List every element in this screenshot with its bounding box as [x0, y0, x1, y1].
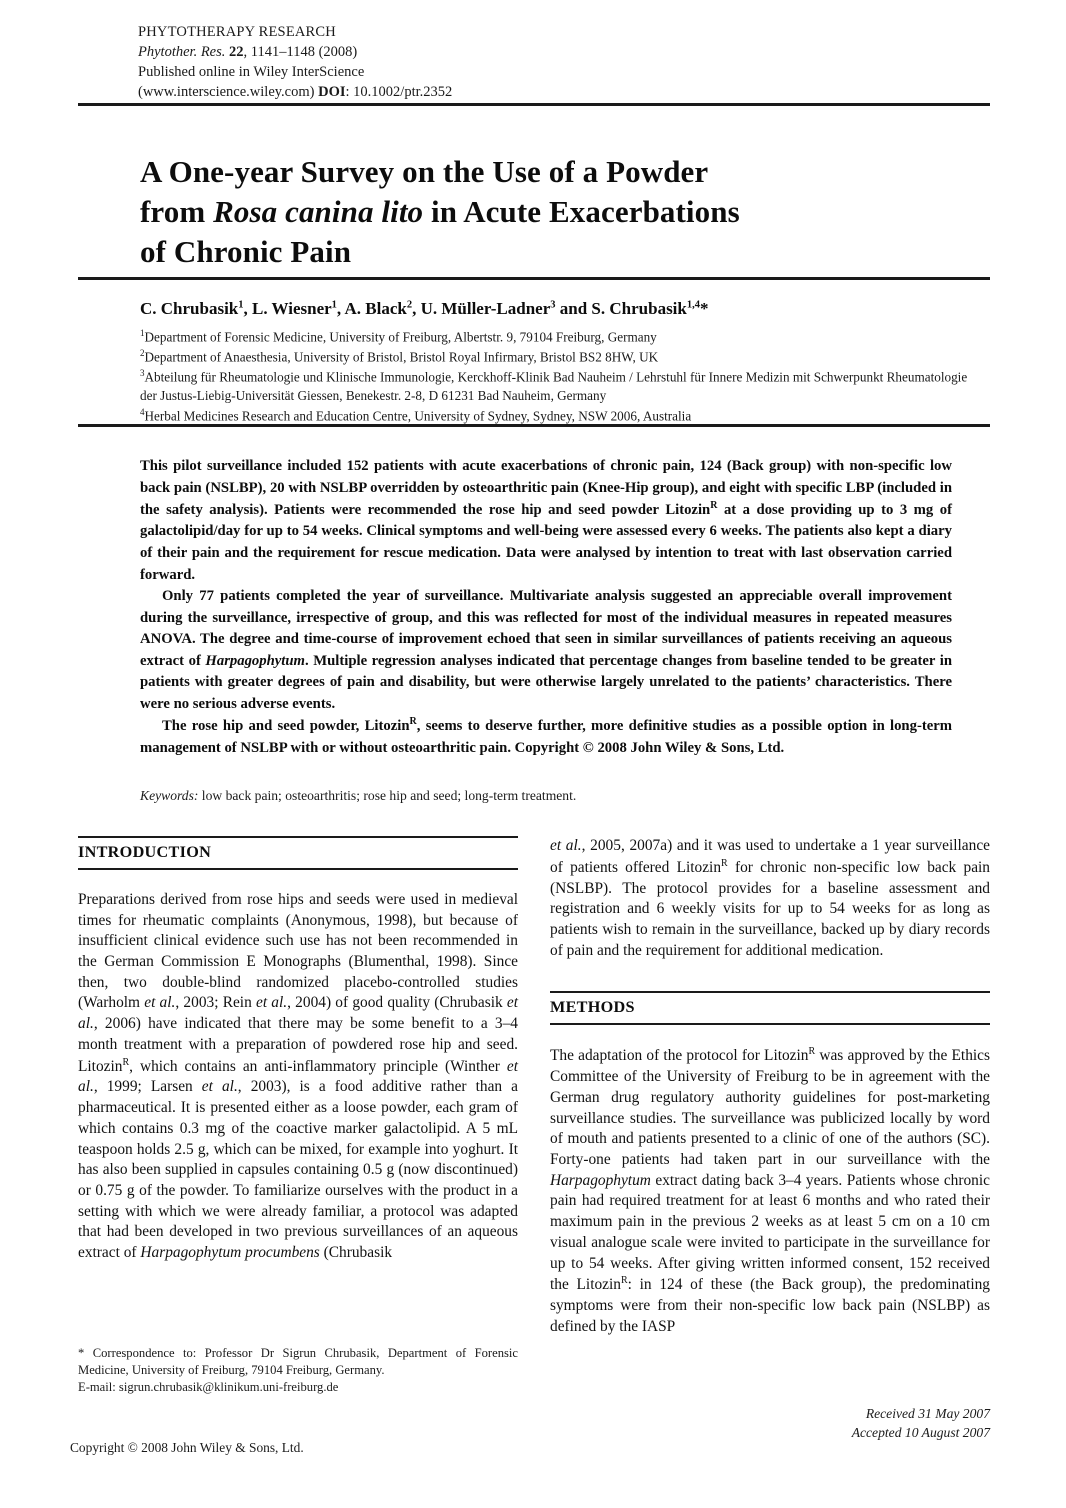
journal-name: PHYTOTHERAPY RESEARCH	[138, 24, 336, 40]
column-left	[78, 836, 518, 1264]
journal-volume: 22	[229, 44, 244, 60]
keywords-label: Keywords:	[140, 788, 199, 803]
doi-value: : 10.1002/ptr.2352	[345, 84, 453, 100]
affiliation-rule	[78, 424, 990, 427]
abstract-paragraph-1: This pilot surveillance included 152 patients with acute exacerbations of chronic pain, 124 (Back group) with non-specific low back pain (NSLBP), 20 with NSLBP overridden by osteoarthritic pain (Knee-Hip group), and eight with specific LBP (included in the safety analysis). Patients were recommended the rose hip and seed powder Litozin$^R$ at a dose providing up to 3 mg of galactolipid/day for up to 54 weeks. Clinical symptoms and well-being were assessed every 6 weeks. The patients also kept a diary of their pain and the requirement for rescue medication. Data were analysed by intention to treat with last observation carried forward.	[140, 458, 952, 583]
genus-name: Harpagophytum	[205, 652, 305, 669]
title-species: Rosa canina lito	[213, 194, 424, 230]
affiliation-marker: 4	[140, 406, 145, 417]
keywords	[140, 786, 952, 805]
received-date: Received 31 May 2007	[865, 1406, 990, 1421]
abstract	[140, 456, 952, 759]
et-al: et al.	[78, 1057, 518, 1096]
affiliation-marker: 3	[140, 368, 145, 378]
affiliation-list	[140, 327, 980, 426]
registered-mark: R	[620, 1275, 628, 1287]
affiliation-2: $^2$Department of Anaesthesia, University of Bristol, Bristol Royal Infirmary, Bristol BS2 8HW, UK	[140, 348, 659, 365]
et-al: et al.	[201, 1078, 238, 1096]
published-online: Published online in Wiley InterScience	[138, 64, 365, 80]
et-al: et al.	[550, 837, 582, 854]
affiliation-1: $^1$Department of Forensic Medicine, University of Freiburg, Albertstr. 9, 79104 Freiburg, Germany	[140, 328, 657, 345]
footer-copyright: Copyright © 2008 John Wiley & Sons, Ltd.	[70, 1440, 304, 1455]
title-line-1: A One-year Survey on the Use of a Powder	[140, 153, 709, 189]
author-affil-marker: 1	[238, 299, 244, 311]
submission-dates	[590, 1404, 990, 1443]
affiliation-3: $^3$Abteilung für Rheumatologie und Klinische Immunologie, Kerckhoff-Klinik Bad Nauheim / Lehrstuhl für Innere Medizin mit Schwerpunkt Rheumatologie der Justus-Liebig-Universität Giessen, Benekestr. 2-8, D 61231 Bad Nauheim, Germany	[140, 368, 968, 403]
title-rule	[78, 277, 990, 280]
affiliation-marker: 1	[140, 328, 145, 338]
abstract-paragraph-2: Only 77 patients completed the year of surveillance. Multivariate analysis suggested an appreciable overall improvement during the surveillance, irrespective of group, and this was reflected for most of the individual measures in repeated measures ANOVA. The degree and time-course of improvement echoed that seen in similar surveillances of patients receiving an aqueous extract of Harpagophytum. Multiple regression analyses indicated that percentage changes from baseline tended to be greater in patients with greater degrees of pain and disability, but were otherwise largely unrelated to the patients’ characteristics. There were no serious adverse events.	[140, 588, 952, 712]
section-heading-introduction: INTRODUCTION	[78, 836, 518, 870]
doi-line	[138, 82, 738, 102]
author-affil-marker: 1,4	[686, 299, 700, 311]
section-heading-methods: METHODS	[550, 991, 990, 1025]
registered-mark: R	[808, 1046, 816, 1058]
author-affil-marker: 2	[406, 299, 413, 311]
et-al: et al.	[255, 994, 288, 1012]
journal-header	[138, 22, 738, 102]
methods-body: The adaptation of the protocol for Litozin$^R$ was approved by the Ethics Committee of the University of Freiburg to be in agreement with the German drug regulatory authority guidelines for post-marketing surveillance studies. The surveillance was publicized locally by word of mouth and patients presented to a clinic of one of the authors (SC). Forty-one patients had taken part in our surveillance with the Harpagophytum extract dating back 3–4 years. Patients whose chronic pain had required treatment for at least 6 months and who rated their maximum pain in the previous 2 weeks as at least 5 cm on a 10 cm visual analogue scale were invited to participate in the surveillance for up to 54 weeks. After giving written informed consent, 152 received the Litozin$^R$: in 124 of these (the Back group), the predominating symptoms were from their non-specific low back pain (NSLBP) as defined by the IASP	[550, 1046, 990, 1335]
affiliation-4: $^4$Herbal Medicines Research and Education Centre, University of Sydney, Sydney, NSW 2006, Australia	[140, 406, 692, 423]
correspondence-address: * Correspondence to: Professor Dr Sigrun Chrubasik, Department of Forensic Medicine, University of Freiburg, 79104 Freiburg, Germany.	[78, 1346, 518, 1377]
registered-mark: R	[409, 716, 417, 728]
et-al: et al.	[144, 994, 176, 1012]
doi-label: DOI	[318, 84, 346, 100]
species-name: Harpagophytum procumbens	[140, 1244, 320, 1262]
column-right	[550, 836, 990, 1338]
title-line-3: of Chronic Pain	[140, 234, 352, 270]
keywords-text: low back pain; osteoarthritis; rose hip and seed; long-term treatment.	[198, 788, 577, 803]
author-affil-marker: 1	[331, 299, 337, 311]
et-al: et al.	[78, 994, 518, 1033]
registered-mark: R	[122, 1056, 130, 1068]
journal-pages-year: , 1141–1148 (2008)	[243, 44, 358, 60]
title-line-2-prefix: from	[140, 194, 214, 230]
abstract-paragraph-3: The rose hip and seed powder, Litozin$^R$, seems to deserve further, more definitive studies as a possible option in long-term management of NSLBP with or without osteoarthritic pain. Copyright © 2008 John Wiley & Sons, Ltd.	[140, 716, 952, 756]
page-title	[140, 152, 970, 273]
genus-name: Harpagophytum	[550, 1171, 651, 1189]
affiliation-marker: 2	[140, 348, 145, 358]
journal-abbrev: Phytother. Res.	[138, 44, 226, 60]
author-list: C. Chrubasik$^1$, L. Wiesner$^1$, A. Black$^2$, U. Müller-Ladner$^3$ and S. Chrubasik$^{1,4}$*	[140, 299, 709, 318]
correspondence-email[interactable]: E-mail: sigrun.chrubasik@klinikum.uni-freiburg.de	[78, 1380, 339, 1394]
registered-mark: R	[721, 857, 728, 869]
title-line-2-suffix: in Acute Exacerbations	[423, 194, 740, 230]
accepted-date: Accepted 10 August 2007	[851, 1425, 990, 1441]
author-affil-marker: 3	[550, 299, 556, 311]
correspondence-footnote	[78, 1345, 518, 1396]
doi-site: (www.interscience.wiley.com)	[138, 84, 319, 100]
header-rule	[78, 103, 990, 106]
introduction-continued: et al., 2005, 2007a) and it was used to undertake a 1 year surveillance of patients offered Litozin$^R$ for chronic non-specific low back pain (NSLBP). The protocol provides for a baseline assessment and registration and 6 weekly visits for up to 54 weeks for as long as patients wish to remain in the surveillance, backed up by diary records of pain and the requirement for additional medication.	[550, 837, 990, 959]
registered-mark: R	[710, 500, 718, 512]
journal-citation	[138, 42, 738, 62]
introduction-body: Preparations derived from rose hips and seeds were used in medieval times for rheumatic complaints (Anonymous, 1998), but because of insufficient clinical evidence such use has not been recommended in the German Commission E Monographs (Blumenthal, 1998). Since then, two double-blind randomized placebo-controlled studies (Warholm et al., 2003; Rein et al., 2004) of good quality (Chrubasik et al., 2006) have indicated that there may be some benefit to a 3–4 month treatment with a preparation of powdered rose hip and seed. Litozin$^R$, which contains an anti-inflammatory principle (Winther et al., 1999; Larsen et al., 2003), is a food additive rather than a pharmaceutical. It is presented either as a loose powder, each gram of which contains 0.3 mg of the coactive marker galactolipid. A 5 mL teaspoon holds 2.5 g, which can be mixed, for example into yoghurt. It has also been supplied in capsules containing 0.5 g (now discontinued) or 0.75 g of the powder. To familiarize ourselves with the product in a setting with which we were already familiar, a protocol was adapted that had been developed in two previous surveillances of an aqueous extract of Harpagophytum procumbens (Chrubasik	[78, 890, 518, 1262]
